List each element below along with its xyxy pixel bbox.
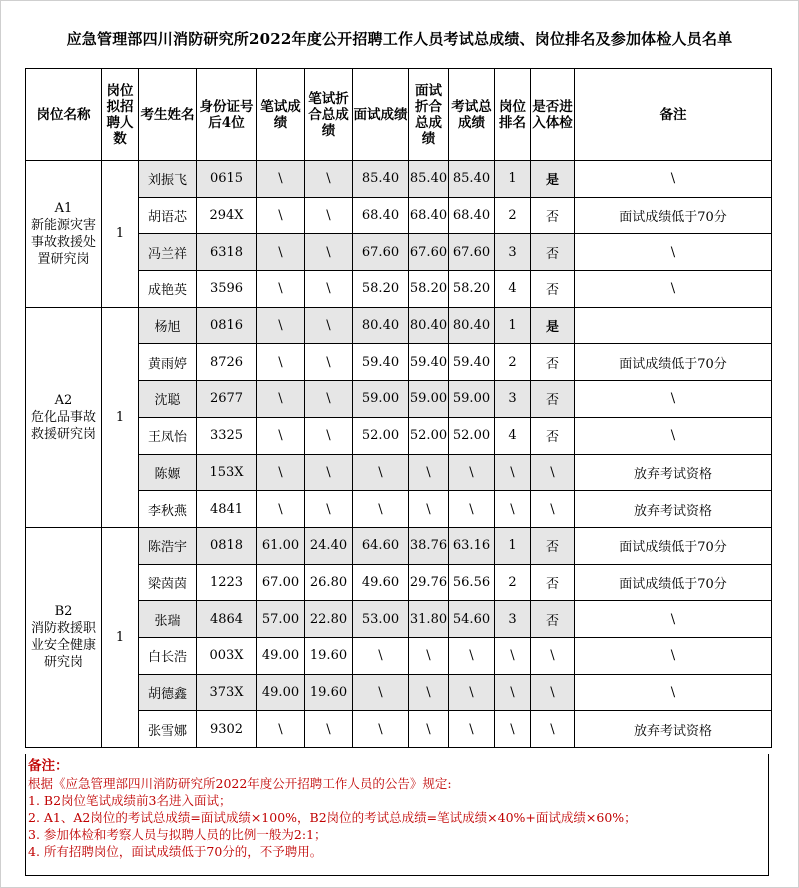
- total-score-cell: \: [449, 674, 495, 711]
- written-converted-cell: \: [305, 454, 353, 491]
- total-score-cell: 58.20: [449, 271, 495, 308]
- id-cell: 153X: [197, 454, 257, 491]
- physical-exam-cell: 是: [531, 161, 575, 198]
- interview-score-cell: \: [353, 711, 409, 748]
- interview-score-cell: \: [353, 491, 409, 528]
- name-cell: 梁茵茵: [139, 564, 197, 601]
- written-score-cell: \: [257, 161, 305, 198]
- physical-exam-cell: 否: [531, 564, 575, 601]
- id-cell: 0818: [197, 527, 257, 564]
- interview-score-cell: \: [353, 454, 409, 491]
- written-score-cell: \: [257, 234, 305, 271]
- written-score-cell: 49.00: [257, 674, 305, 711]
- note-cell: 面试成绩低于70分: [575, 564, 772, 601]
- name-cell: 张雪娜: [139, 711, 197, 748]
- physical-exam-cell: \: [531, 491, 575, 528]
- total-score-cell: 80.40: [449, 307, 495, 344]
- interview-score-cell: 49.60: [353, 564, 409, 601]
- id-cell: 4841: [197, 491, 257, 528]
- interview-converted-cell: \: [409, 711, 449, 748]
- id-cell: 1223: [197, 564, 257, 601]
- note-cell: 面试成绩低于70分: [575, 344, 772, 381]
- interview-converted-cell: 31.80: [409, 601, 449, 638]
- written-score-cell: 61.00: [257, 527, 305, 564]
- written-converted-cell: 19.60: [305, 674, 353, 711]
- note-cell: 放弃考试资格: [575, 454, 772, 491]
- notes-line: 根据《应急管理部四川消防研究所2022年度公开招聘工作人员的公告》规定:: [28, 776, 452, 791]
- interview-converted-cell: \: [409, 674, 449, 711]
- notes-line: 4. 所有招聘岗位，面试成绩低于70分的，不予聘用。: [28, 844, 323, 859]
- interview-score-cell: 59.40: [353, 344, 409, 381]
- note-cell: 放弃考试资格: [575, 711, 772, 748]
- name-cell: 王凤怡: [139, 417, 197, 454]
- physical-exam-cell: \: [531, 674, 575, 711]
- header-cell: 是否进入体检: [531, 69, 575, 161]
- note-cell: 面试成绩低于70分: [575, 197, 772, 234]
- note-cell: 面试成绩低于70分: [575, 527, 772, 564]
- written-converted-cell: \: [305, 307, 353, 344]
- rank-cell: 3: [495, 234, 531, 271]
- id-cell: 0615: [197, 161, 257, 198]
- physical-exam-cell: \: [531, 454, 575, 491]
- note-cell: \: [575, 674, 772, 711]
- notes-line: 3. 参加体检和考察人员与拟聘人员的比例一般为2:1；: [28, 827, 327, 842]
- position-name-cell: A1 新能源灾害事故救援处置研究岗: [26, 161, 102, 308]
- interview-score-cell: 53.00: [353, 601, 409, 638]
- id-cell: 3325: [197, 417, 257, 454]
- rank-cell: 3: [495, 381, 531, 418]
- quota-cell: 1: [102, 161, 139, 308]
- id-cell: 8726: [197, 344, 257, 381]
- written-score-cell: 49.00: [257, 637, 305, 674]
- rank-cell: 1: [495, 527, 531, 564]
- header-cell: 岗位拟招聘人数: [102, 69, 139, 161]
- id-cell: 294X: [197, 197, 257, 234]
- written-converted-cell: \: [305, 711, 353, 748]
- rank-cell: 2: [495, 564, 531, 601]
- id-cell: 3596: [197, 271, 257, 308]
- rank-cell: 4: [495, 417, 531, 454]
- total-score-cell: \: [449, 454, 495, 491]
- total-score-cell: \: [449, 637, 495, 674]
- total-score-cell: 63.16: [449, 527, 495, 564]
- written-converted-cell: \: [305, 381, 353, 418]
- rank-cell: \: [495, 491, 531, 528]
- interview-converted-cell: \: [409, 637, 449, 674]
- physical-exam-cell: 否: [531, 601, 575, 638]
- header-cell: 备注: [575, 69, 772, 161]
- id-cell: 003X: [197, 637, 257, 674]
- physical-exam-cell: 否: [531, 271, 575, 308]
- interview-converted-cell: 59.00: [409, 381, 449, 418]
- interview-converted-cell: 67.60: [409, 234, 449, 271]
- note-cell: \: [575, 161, 772, 198]
- written-score-cell: \: [257, 307, 305, 344]
- physical-exam-cell: 是: [531, 307, 575, 344]
- id-cell: 2677: [197, 381, 257, 418]
- written-score-cell: \: [257, 454, 305, 491]
- id-cell: 6318: [197, 234, 257, 271]
- written-converted-cell: \: [305, 234, 353, 271]
- note-cell: \: [575, 417, 772, 454]
- interview-converted-cell: 38.76: [409, 527, 449, 564]
- name-cell: 胡德鑫: [139, 674, 197, 711]
- total-score-cell: 56.56: [449, 564, 495, 601]
- interview-converted-cell: 68.40: [409, 197, 449, 234]
- page-title: 应急管理部四川消防研究所2022年度公开招聘工作人员考试总成绩、岗位排名及参加体检人员名单: [66, 30, 733, 48]
- id-cell: 4864: [197, 601, 257, 638]
- header-cell: 面试折合总成绩: [409, 69, 449, 161]
- physical-exam-cell: 否: [531, 344, 575, 381]
- note-cell: \: [575, 234, 772, 271]
- notes-line: 2. A1、A2岗位的考试总成绩=面试成绩×100%，B2岗位的考试总成绩=笔试成绩×40%+面试成绩×60%；: [28, 810, 637, 825]
- written-score-cell: \: [257, 271, 305, 308]
- written-score-cell: \: [257, 344, 305, 381]
- total-score-cell: 52.00: [449, 417, 495, 454]
- interview-score-cell: 68.40: [353, 197, 409, 234]
- notes-line: 1. B2岗位笔试成绩前3名进入面试；: [28, 793, 232, 808]
- header-row: [26, 69, 772, 161]
- total-score-cell: 54.60: [449, 601, 495, 638]
- interview-converted-cell: 80.40: [409, 307, 449, 344]
- quota-cell: 1: [102, 307, 139, 527]
- name-cell: 陈嫄: [139, 454, 197, 491]
- physical-exam-cell: 否: [531, 417, 575, 454]
- name-cell: 黄雨婷: [139, 344, 197, 381]
- note-cell: 放弃考试资格: [575, 491, 772, 528]
- results-table: [25, 68, 772, 748]
- rank-cell: 1: [495, 307, 531, 344]
- notes-box: [25, 754, 769, 876]
- rank-cell: 4: [495, 271, 531, 308]
- header-cell: 岗位排名: [495, 69, 531, 161]
- written-score-cell: 57.00: [257, 601, 305, 638]
- rank-cell: 1: [495, 161, 531, 198]
- interview-converted-cell: \: [409, 491, 449, 528]
- position-name-cell: A2 危化品事故救援研究岗: [26, 307, 102, 527]
- written-score-cell: \: [257, 711, 305, 748]
- name-cell: 沈聪: [139, 381, 197, 418]
- written-converted-cell: \: [305, 344, 353, 381]
- name-cell: 张瑞: [139, 601, 197, 638]
- written-converted-cell: \: [305, 417, 353, 454]
- written-converted-cell: 19.60: [305, 637, 353, 674]
- written-score-cell: \: [257, 197, 305, 234]
- interview-score-cell: 59.00: [353, 381, 409, 418]
- quota-cell: 1: [102, 527, 139, 747]
- header-cell: 考试总成绩: [449, 69, 495, 161]
- written-converted-cell: \: [305, 271, 353, 308]
- written-score-cell: 67.00: [257, 564, 305, 601]
- written-converted-cell: \: [305, 491, 353, 528]
- interview-score-cell: \: [353, 674, 409, 711]
- total-score-cell: 59.40: [449, 344, 495, 381]
- interview-score-cell: 85.40: [353, 161, 409, 198]
- note-cell: \: [575, 601, 772, 638]
- header-cell: 身份证号后4位: [197, 69, 257, 161]
- written-converted-cell: 22.80: [305, 601, 353, 638]
- header-cell: 面试成绩: [353, 69, 409, 161]
- total-score-cell: 67.60: [449, 234, 495, 271]
- written-converted-cell: \: [305, 161, 353, 198]
- written-converted-cell: \: [305, 197, 353, 234]
- name-cell: 成艳英: [139, 271, 197, 308]
- written-score-cell: \: [257, 417, 305, 454]
- physical-exam-cell: 否: [531, 527, 575, 564]
- name-cell: 杨旭: [139, 307, 197, 344]
- physical-exam-cell: 否: [531, 381, 575, 418]
- rank-cell: 2: [495, 197, 531, 234]
- note-cell: \: [575, 637, 772, 674]
- name-cell: 陈浩宇: [139, 527, 197, 564]
- header-cell: 笔试折合总成绩: [305, 69, 353, 161]
- name-cell: 李秋燕: [139, 491, 197, 528]
- physical-exam-cell: \: [531, 637, 575, 674]
- total-score-cell: 68.40: [449, 197, 495, 234]
- table-row: [26, 307, 772, 344]
- physical-exam-cell: \: [531, 711, 575, 748]
- notes-label: 备注：: [28, 758, 69, 774]
- header-cell: 考生姓名: [139, 69, 197, 161]
- interview-converted-cell: 58.20: [409, 271, 449, 308]
- total-score-cell: 85.40: [449, 161, 495, 198]
- interview-score-cell: 67.60: [353, 234, 409, 271]
- interview-converted-cell: 59.40: [409, 344, 449, 381]
- id-cell: 0816: [197, 307, 257, 344]
- rank-cell: \: [495, 711, 531, 748]
- table-row: [26, 527, 772, 564]
- rank-cell: 3: [495, 601, 531, 638]
- note-cell: \: [575, 271, 772, 308]
- interview-score-cell: 52.00: [353, 417, 409, 454]
- name-cell: 刘振飞: [139, 161, 197, 198]
- total-score-cell: \: [449, 491, 495, 528]
- name-cell: 白长浩: [139, 637, 197, 674]
- written-score-cell: \: [257, 491, 305, 528]
- name-cell: 胡语芯: [139, 197, 197, 234]
- interview-converted-cell: 85.40: [409, 161, 449, 198]
- interview-converted-cell: \: [409, 454, 449, 491]
- interview-score-cell: 58.20: [353, 271, 409, 308]
- interview-converted-cell: 52.00: [409, 417, 449, 454]
- interview-converted-cell: 29.76: [409, 564, 449, 601]
- total-score-cell: 59.00: [449, 381, 495, 418]
- rank-cell: \: [495, 637, 531, 674]
- header-cell: 岗位名称: [26, 69, 102, 161]
- rank-cell: \: [495, 674, 531, 711]
- id-cell: 373X: [197, 674, 257, 711]
- id-cell: 9302: [197, 711, 257, 748]
- rank-cell: 2: [495, 344, 531, 381]
- written-converted-cell: 26.80: [305, 564, 353, 601]
- physical-exam-cell: 否: [531, 197, 575, 234]
- header-cell: 笔试成绩: [257, 69, 305, 161]
- note-cell: [575, 307, 772, 344]
- interview-score-cell: 80.40: [353, 307, 409, 344]
- interview-score-cell: 64.60: [353, 527, 409, 564]
- rank-cell: \: [495, 454, 531, 491]
- position-name-cell: B2 消防救援职业安全健康研究岗: [26, 527, 102, 747]
- physical-exam-cell: 否: [531, 234, 575, 271]
- written-converted-cell: 24.40: [305, 527, 353, 564]
- interview-score-cell: \: [353, 637, 409, 674]
- note-cell: \: [575, 381, 772, 418]
- name-cell: 冯兰祥: [139, 234, 197, 271]
- table-row: [26, 161, 772, 198]
- written-score-cell: \: [257, 381, 305, 418]
- total-score-cell: \: [449, 711, 495, 748]
